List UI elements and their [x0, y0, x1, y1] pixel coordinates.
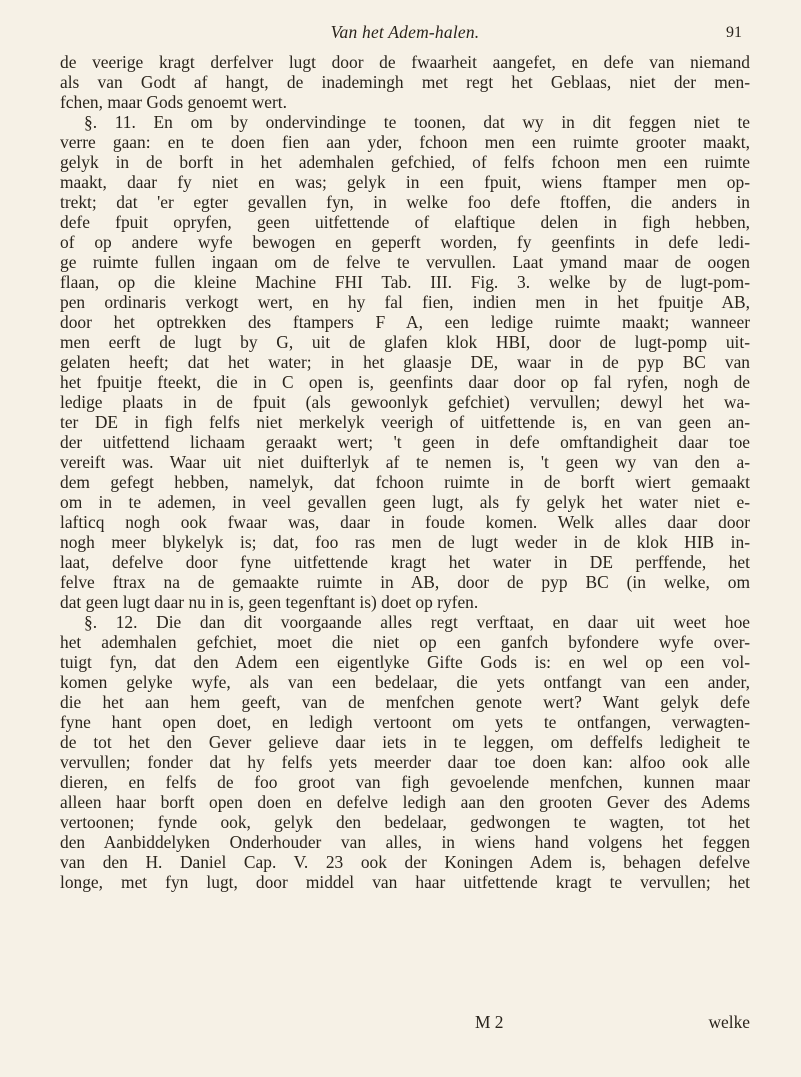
text-line: flaan, op die kleine Machine FHI Tab. III. Fig. 3. welke by de lugt-pom-	[60, 272, 750, 292]
text-line: fyne hant open doet, en ledigh vertoont om yets te ontfangen, verwagten-	[60, 712, 750, 732]
text-line: die het aan hem geeft, van de menfchen genote wert? Want gelyk defe	[60, 692, 750, 712]
text-line: de veerige kragt derfelver lugt door de fwaarheit aangefet, en defe van niemand	[60, 52, 750, 72]
text-line: van den H. Daniel Cap. V. 23 ook der Koningen Adem is, behagen defelve	[60, 852, 750, 872]
text-line: der uitfettend lichaam geraakt wert; 't geen in defe omftandigheit daar toe	[60, 432, 750, 452]
text-line: vertoonen; fynde ook, gelyk den bedelaar, gedwongen te wagten, tot het	[60, 812, 750, 832]
text-line: alleen haar borft open doen en defelve ledigh aan den grooten Gever des Adems	[60, 792, 750, 812]
text-line: ge ruimte fullen ingaan om de felve te vervullen. Laat ymand maar de oogen	[60, 252, 750, 272]
text-line: tuigt fyn, dat den Adem een eigentlyke Gifte Gods is: en wel op een vol-	[60, 652, 750, 672]
text-line: §. 11. En om by ondervindinge te toonen, dat wy in dit feggen niet te	[84, 112, 750, 132]
text-line: trekt; dat 'er egter gevallen fyn, in welke foo defe ftoffen, die anders in	[60, 192, 750, 212]
text-line: de tot het den Gever gelieve daar iets in te leggen, om deffelfs ledigheit te	[60, 732, 750, 752]
page-header	[60, 10, 750, 52]
body-text	[60, 52, 750, 892]
text-line: vereift was. Waar uit niet duifterlyk af te nemen is, 't geen wy van den a-	[60, 452, 750, 472]
text-line: den Aanbiddelyken Onderhouder van alles, in wiens hand volgens het feggen	[60, 832, 750, 852]
page-footer	[60, 1012, 750, 1036]
text-line: om in te ademen, in veel gevallen geen lugt, als fy gelyk het water niet e-	[60, 492, 750, 512]
running-title: Van het Adem-halen.	[330, 22, 480, 42]
text-line: of op andere wyfe bewogen en geperft worden, fy geenfints in defe ledi-	[60, 232, 750, 252]
text-line: maakt, daar fy niet en was; gelyk in een fpuit, wiens ftamper men op-	[60, 172, 750, 192]
signature-mark: M 2	[475, 1012, 504, 1032]
text-line: vervullen; fonder dat hy felfs yets meerder daar toe doen kan: alfoo ook alle	[60, 752, 750, 772]
text-line: laat, defelve door fyne uitfettende kragt het water in DE perffende, het	[60, 552, 750, 572]
text-line: door het optrekken des ftampers F A, een ledige ruimte maakt; wanneer	[60, 312, 750, 332]
text-line: het fpuitje fteekt, die in C open is, geenfints daar door op fal ryfen, nogh de	[60, 372, 750, 392]
text-line: defe fpuit opryfen, geen uitfettende of elaftique delen in figh hebben,	[60, 212, 750, 232]
text-line: komen gelyke wyfe, als van een bedelaar, die yets ontfangt van een ander,	[60, 672, 750, 692]
text-line: §. 12. Die dan dit voorgaande alles regt verftaat, en daar uit weet hoe	[84, 612, 750, 632]
text-line: dem gefegt hebben, namelyk, dat fchoon ruimte in de borft wiert gemaakt	[60, 472, 750, 492]
text-line: pen ordinaris verkogt wert, en hy fal fien, indien men in het fpuitje AB,	[60, 292, 750, 312]
text-line: dieren, en felfs de foo groot van figh gevoelende menfchen, kunnen maar	[60, 772, 750, 792]
text-line: nogh meer blykelyk is; dat, foo ras men de lugt weder in de klok HIB in-	[60, 532, 750, 552]
page-number: 91	[726, 24, 742, 41]
text-line: het ademhalen gefchiet, moet die niet op een ganfch byfondere wyfe over-	[60, 632, 750, 652]
text-line: lafticq nogh ook fwaar was, daar in foude komen. Welk alles daar door	[60, 512, 750, 532]
text-line: longe, met fyn lugt, door middel van haar uitfettende kragt te vervullen; het	[60, 872, 750, 892]
text-line: ledige plaats in de fpuit (als gewoonlyk gefchiet) vervullen; dewyl het wa-	[60, 392, 750, 412]
text-line: verre gaan: en te doen fien aan yder, fchoon men een ruimte grooter maakt,	[60, 132, 750, 152]
text-line: als van Godt af hangt, de inademingh met regt het Geblaas, niet der men-	[60, 72, 750, 92]
text-line: men eerft de lugt by G, uit de glafen klok HBI, door de lugt-pomp uit-	[60, 332, 750, 352]
text-line: dat geen lugt daar nu in is, geen tegenftant is) doet op ryfen.	[60, 592, 479, 612]
text-line: ter DE in figh felfs niet merkelyk veerigh of uitfettende is, en van geen an-	[60, 412, 750, 432]
text-line: gelaten heeft; dat het water; in het glaasje DE, waar in de pyp BC van	[60, 352, 750, 372]
text-line: gelyk in de borft in het ademhalen gefchied, of felfs fchoon men een ruimte	[60, 152, 750, 172]
text-line: felve ftrax na de gemaakte ruimte in AB, door de pyp BC (in welke, om	[60, 572, 750, 592]
text-line: fchen, maar Gods genoemt wert.	[60, 92, 287, 112]
catchword: welke	[708, 1012, 750, 1032]
